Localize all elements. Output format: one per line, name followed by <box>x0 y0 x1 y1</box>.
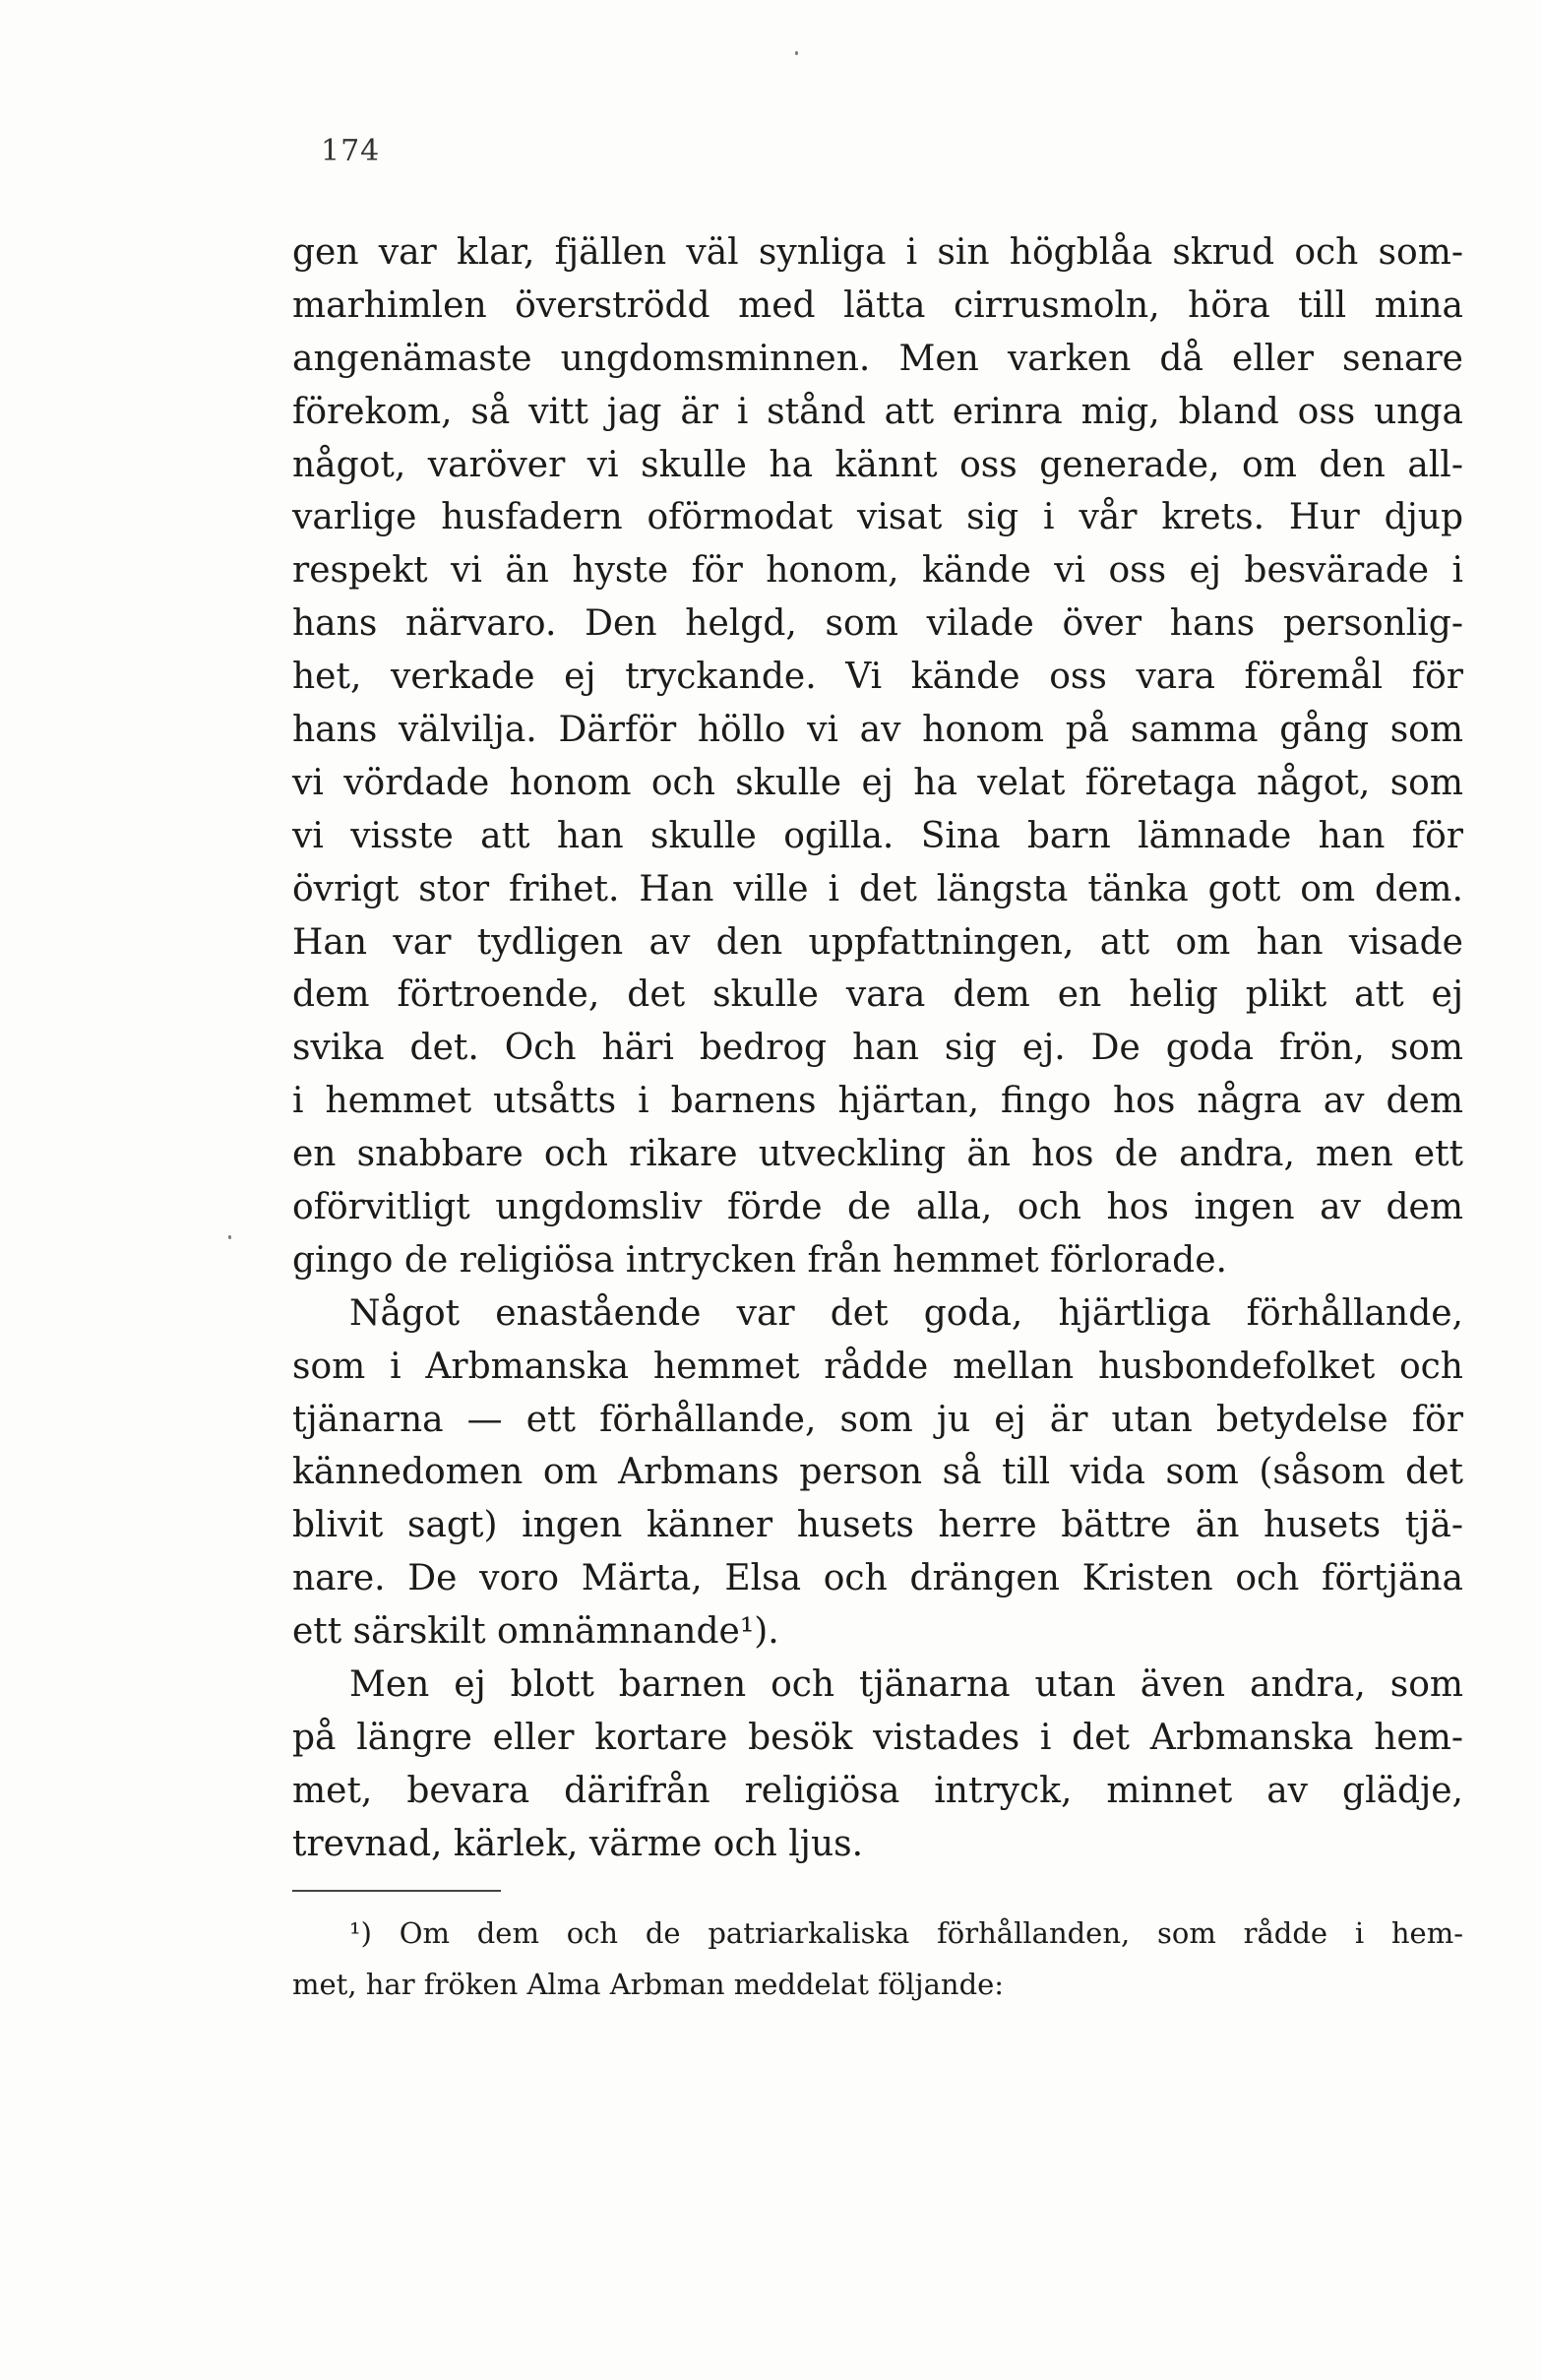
text-line-with-footnote-ref: ett särskilt omnämnande¹). <box>292 1611 779 1653</box>
text-line: oförvitligt ungdomsliv förde de alla, och hos ingen av dem <box>292 1187 1463 1228</box>
text-line: Han var tydligen av den uppfattningen, att om han visade <box>292 921 1463 963</box>
text-line: förekom, så vitt jag är i stånd att erinra mig, bland oss unga <box>292 391 1463 432</box>
text-line: respekt vi än hyste för honom, kände vi oss ej besvärade i <box>292 550 1463 592</box>
paper-speck <box>228 1235 231 1239</box>
paragraph-start-line: Men ej blott barnen och tjänarna utan även andra, som <box>349 1664 1463 1706</box>
text-line: varlige husfadern oförmodat visat sig i vår krets. Hur djup <box>292 497 1463 538</box>
text-line: marhimlen överströdd med lätta cirrusmoln, höra till mina <box>292 284 1463 326</box>
text-line: vi visste att han skulle ogilla. Sina barn lämnade han för <box>292 815 1463 856</box>
footnote-separator <box>292 1890 501 1892</box>
text-line: en snabbare och rikare utveckling än hos de andra, men ett <box>292 1134 1463 1175</box>
text-line: något, varöver vi skulle ha kännt oss generade, om den all- <box>292 444 1463 485</box>
text-line: vi vördade honom och skulle ej ha velat företaga något, som <box>292 762 1463 803</box>
text-line: i hemmet utsåtts i barnens hjärtan, fingo hos några av dem <box>292 1081 1463 1122</box>
text-line: dem förtroende, det skulle vara dem en helig plikt att ej <box>292 974 1463 1016</box>
text-line: svika det. Och häri bedrog han sig ej. De goda frön, som <box>292 1028 1463 1069</box>
text-line: gingo de religiösa intrycken från hemmet förlorade. <box>292 1239 1227 1281</box>
text-line: blivit sagt) ingen känner husets herre bättre än husets tjä- <box>292 1505 1463 1546</box>
text-line: som i Arbmanska hemmet rådde mellan husbondefolket och <box>292 1346 1463 1387</box>
text-line: kännedomen om Arbmans person så till vida som (såsom det <box>292 1452 1463 1493</box>
text-line: hans närvaro. Den helgd, som vilade över hans personlig- <box>292 603 1463 645</box>
text-line: trevnad, kärlek, värme och ljus. <box>292 1823 864 1864</box>
text-line: hans välvilja. Därför höllo vi av honom på samma gång som <box>292 710 1463 751</box>
body-text <box>292 226 1463 1871</box>
paper-speck <box>795 51 798 55</box>
text-line: tjänarna — ett förhållande, som ju ej är utan betydelse för <box>292 1399 1463 1440</box>
footnote-line: met, har fröken Alma Arbman meddelat följande: <box>292 1968 1005 2001</box>
text-line: övrigt stor frihet. Han ville i det längsta tänka gott om dem. <box>292 868 1463 909</box>
text-line: angenämaste ungdomsminnen. Men varken då eller senare <box>292 338 1463 379</box>
footnotes <box>292 1908 1463 2010</box>
text-line: het, verkade ej tryckande. Vi kände oss vara föremål för <box>292 657 1463 698</box>
text-line: gen var klar, fjällen väl synliga i sin högblåa skrud och som- <box>292 232 1463 273</box>
page-number: 174 <box>321 134 381 168</box>
paragraph-start-line: Något enastående var det goda, hjärtliga förhållande, <box>349 1292 1463 1334</box>
text-line: på längre eller kortare besök vistades i det Arbmanska hem- <box>292 1717 1463 1758</box>
text-line: nare. De voro Märta, Elsa och drängen Kristen och förtjäna <box>292 1558 1463 1599</box>
footnote-line: ¹) Om dem och de patriarkaliska förhållanden, som rådde i hem- <box>349 1916 1463 1950</box>
text-line: met, bevara därifrån religiösa intryck, minnet av glädje, <box>292 1770 1463 1811</box>
